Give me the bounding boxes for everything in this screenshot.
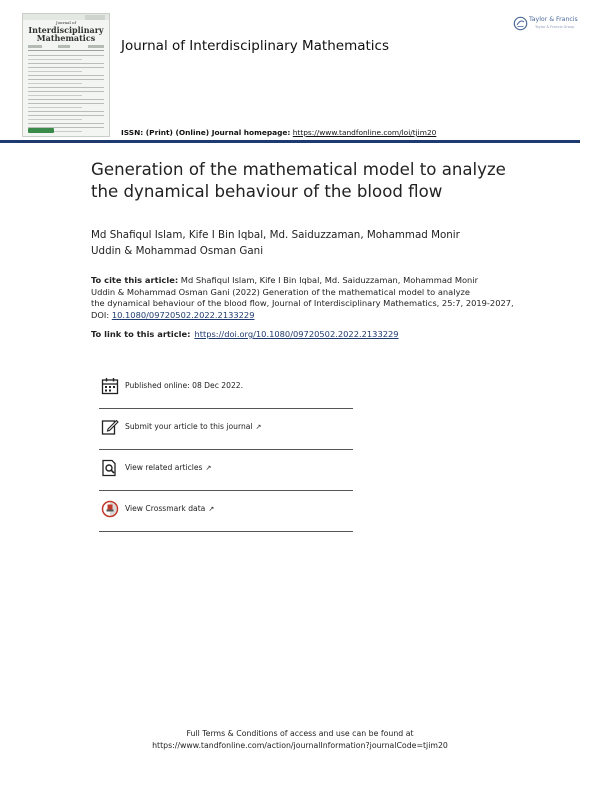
doi-link[interactable]: 10.1080/09720502.2022.2133229 [111, 309, 255, 320]
document-search-icon [101, 459, 119, 477]
cite-label: To cite this article: [91, 275, 179, 285]
publisher-logo[interactable] [513, 16, 589, 36]
published-date: Published online: 08 Dec 2022. [125, 381, 244, 390]
row-divider [99, 449, 353, 450]
published-online-row [99, 371, 353, 401]
related-articles-label: View related articles [125, 463, 203, 472]
row-divider [99, 531, 353, 532]
journal-title: Journal of Interdisciplinary Mathematics [121, 38, 389, 54]
link-to-article-line [91, 329, 399, 339]
external-link-icon: ↗ [255, 423, 262, 431]
external-link-icon: ↗ [205, 464, 212, 472]
journal-cover-thumbnail [22, 13, 110, 137]
calendar-icon [101, 377, 119, 395]
header-divider [0, 140, 580, 143]
journal-homepage-link[interactable]: https://www.tandfonline.com/loi/tjim20 [292, 128, 437, 137]
publisher-tagline: Taylor & Francis Group [535, 25, 575, 29]
external-link-icon: ↗ [208, 505, 215, 513]
cover-large-title: Interdisciplinary Mathematics [28, 25, 104, 43]
footer-terms-text: Full Terms & Conditions of access and use can be found at [186, 729, 414, 738]
footer-terms [0, 728, 600, 751]
submit-article-row[interactable] [99, 412, 353, 442]
footer-journal-info-link[interactable]: https://www.tandfonline.com/action/journalInformation?journalCode=tjim20 [152, 740, 448, 750]
publisher-logo-icon [513, 16, 528, 31]
row-divider [99, 490, 353, 491]
related-articles-row[interactable] [99, 453, 353, 483]
edit-icon [101, 418, 119, 436]
issn-homepage-line [121, 128, 436, 137]
citation-block: To cite this article: Md Shafiqul Islam, Kife I Bin Iqbal, Md. Saiduzzaman, Mohammad Monir Uddin & Mohammad Osman Gani (2022) Generation of the mathematical model to analyze the dynamical behaviour of the blood flow, Journal of Interdisciplinary Mathematics, 25:7, 2019-2027, DOI: 10.1080/09720502.2022.2133229 [91, 275, 514, 320]
submit-article-label: Submit your article to this journal [125, 422, 253, 431]
crossmark-label: View Crossmark data [125, 504, 206, 513]
article-permalink[interactable]: https://doi.org/10.1080/09720502.2022.2133229 [194, 329, 399, 339]
article-authors: Md Shafiqul Islam, Kife I Bin Iqbal, Md. Saiduzzaman, Mohammad Monir Uddin & Mohammad Osman Gani [91, 229, 460, 257]
link-label: To link to this article: [91, 329, 191, 339]
crossmark-row[interactable] [99, 494, 353, 524]
crossmark-icon [101, 500, 119, 518]
article-title: Generation of the mathematical model to analyze the dynamical behaviour of the blood flow [91, 160, 506, 201]
issn-label: ISSN: (Print) (Online) Journal homepage: [121, 128, 291, 137]
publisher-name: Taylor & Francis [529, 16, 578, 23]
cover-small-title: Journal of [56, 20, 76, 25]
row-divider [99, 408, 353, 409]
